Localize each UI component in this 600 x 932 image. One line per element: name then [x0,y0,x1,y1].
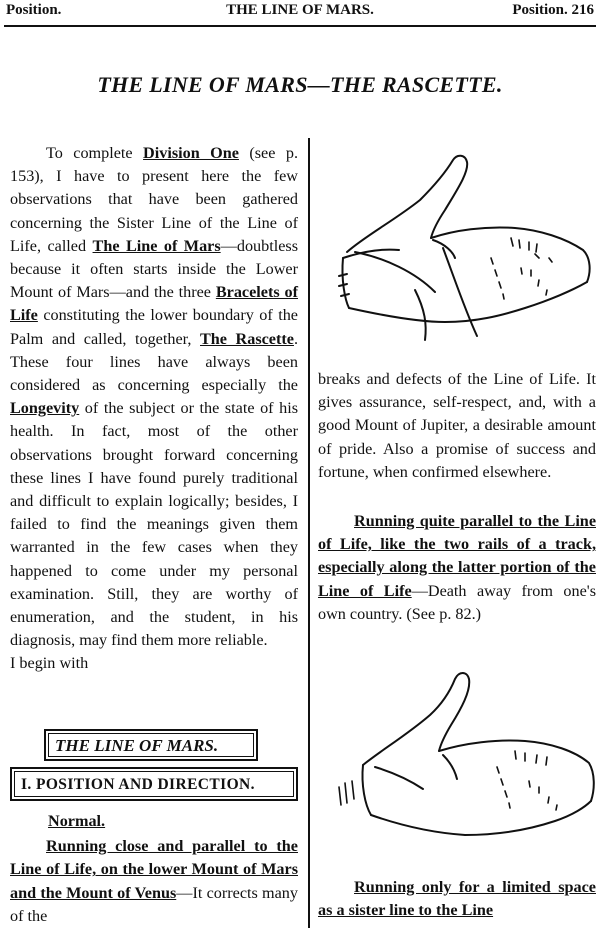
left-column [10,142,298,676]
intro-paragraph [10,142,298,652]
normal-subheading [10,810,298,833]
position-direction-heading: I. POSITION AND DIRECTION. [14,771,294,797]
bracelets-term: Bracelets of Life [10,283,298,325]
right-column-p1 [318,368,596,484]
limited-space-term: Running only for a limited space as a sister line to the Line [318,878,596,920]
header-rule [4,25,596,27]
text-run: (see p. 153), I have to present here the few observations that have been gathered concerning the Sister Line of the Line of Life, called [10,144,299,255]
hand-illustration-top [325,140,597,360]
running-close-paragraph [10,835,298,928]
line-of-mars-heading: THE LINE OF MARS. [48,733,254,757]
left-column-lower [10,810,298,928]
header-center: THE LINE OF MARS. [226,2,374,18]
longevity-term: Longevity [10,399,80,418]
breaks-paragraph: breaks and defects of the Line of Life. It gives assurance, self-respect, and, with a good Mount of Jupiter, a desirable amount of pride. Also a promise of success and fortune, when confirmed elsewhere. [318,370,596,481]
rascette-term: The Rascette [200,329,294,348]
header-left: Position. [6,2,62,18]
column-divider [308,138,310,928]
hand-illustration-bottom [325,655,597,870]
parallel-term: Running quite parallel to the Line of Life, like the two rails of a track, especially along the latter portion of the Line of Life [318,512,596,600]
position-direction-heading-box [10,767,298,801]
chapter-title: THE LINE OF MARS—THE RASCETTE. [97,72,503,97]
parallel-paragraph [318,510,596,626]
division-one-ref: Division One [143,144,239,162]
limited-space-paragraph [318,876,596,922]
text-run: —It corrects many of the [10,883,298,925]
text-run: —Death away from one's own country. (See p. 82.) [318,581,596,623]
begin-with: I begin with [10,654,89,673]
text-run: —doubtless because it often starts inside the Lower Mount of Mars—and the three [10,236,298,302]
normal-label: Normal. [48,812,106,830]
right-column-p3 [318,876,596,922]
text-run: of the subject or the state of his health. In fact, most of the other observations brought forward concerning these lines I have found purely traditional and difficult to explain logically; besides, I failed to find the meanings given them warranted in the few cases when they happened to come under my personal examination. Still, they are worthy of enumeration, and the student, in his diagnosis, may find them more reliable. [10,399,298,650]
line-of-mars-heading-box [44,729,258,761]
line-of-mars-term: The Line of Mars [92,236,221,255]
text-run: To complete [46,144,144,162]
text-run: constituting the lower boundary of the Palm and called, together, [10,306,298,348]
running-header [0,0,600,26]
running-close-term: Running close and parallel to the Line of Life, on the lower Mount of Mars and the Mount of Venus [10,837,298,902]
header-right: Position. 216 [512,2,594,18]
right-column-p2 [318,510,596,626]
text-run: . These four lines have always been considered as concerning especially the [10,329,299,395]
